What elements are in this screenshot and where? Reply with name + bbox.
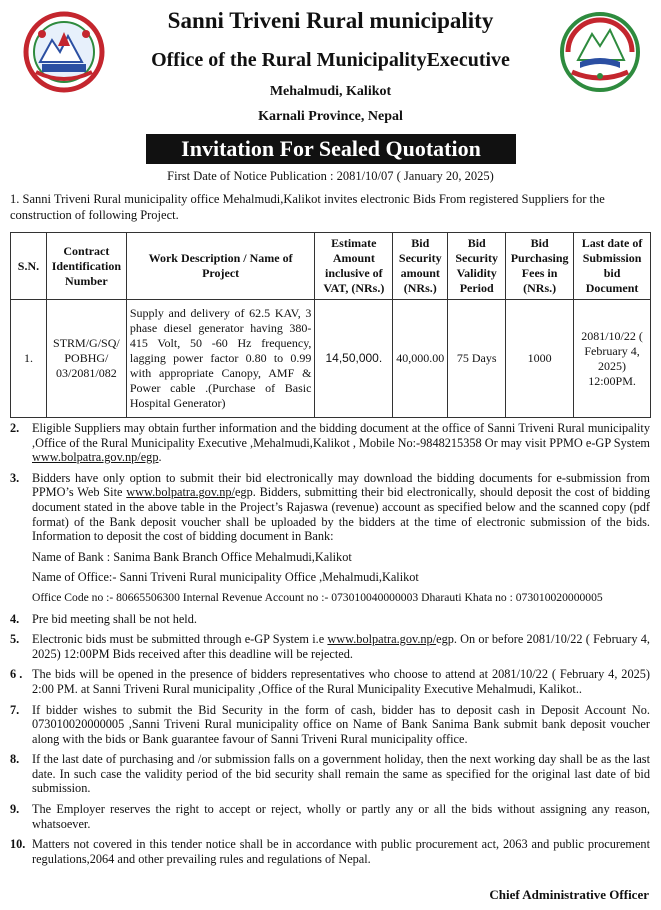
item-number: 4. [10, 611, 20, 626]
table-row [11, 300, 651, 418]
cell-purchasing-fee: 1000 [506, 300, 574, 418]
bank-account-codes: Office Code no :- 80665506300 Internal Revenue Account no :- 073010040000003 Dharauti Khata no : 073010020000005 [32, 590, 603, 604]
cell-sn: 1. [11, 300, 47, 418]
notice-items [10, 421, 650, 872]
cell-last-date: 2081/10/22 ( February 4, 2025) 12:00PM. [574, 300, 651, 418]
list-item [10, 667, 650, 696]
cell-validity-period: 75 Days [448, 300, 506, 418]
header-sn: S.N. [11, 233, 47, 300]
cell-estimate-amount: 14,50,000. [315, 300, 393, 418]
header-purchasing-fees: Bid Purchasing Fees in (NRs.) [506, 233, 574, 300]
publication-date: First Date of Notice Publication : 2081/10/07 ( January 20, 2025) [167, 169, 494, 183]
header-bid-security-amount: Bid Security amount (NRs.) [393, 233, 448, 300]
list-item [10, 802, 650, 831]
office-province: Karnali Province, Nepal [258, 109, 403, 124]
intro-text: Sanni Triveni Rural municipality office Mehalmudi,Kalikot invites electronic Bids From registered Suppliers for the construction of following Project. [10, 192, 605, 222]
office-name: Office of the Rural MunicipalityExecutive [151, 49, 510, 71]
bank-name: Name of Bank : Sanima Bank Branch Office Mehalmudi,Kalikot [32, 549, 352, 564]
bolpatra-link[interactable]: www.bolpatra.gov.np/ [327, 632, 437, 647]
bolpatra-link[interactable]: www.bolpatra.gov.np/egp [32, 450, 159, 465]
signoff-title: Chief Administrative Officer [489, 887, 649, 902]
item-text: The bids will be opened in the presence of bidders representatives who choose to attend at 2081/10/22 ( February 4, 2025) 2:00 PM. at Sanni Triveni Rural municipality ,Office of the Rural Municipality Executive Mehalmudi, Kalikot.. [32, 667, 650, 696]
item-text: If the last date of purchasing and /or submission falls on a government holiday, then the next working day shall be as the last date. In such case the validity period of the bid security shall remain the same as specified for the original last date of bid submission. [32, 752, 650, 796]
item-number: 5. [10, 632, 20, 647]
intro-paragraph [10, 192, 650, 223]
item-text: The Employer reserves the right to accept or reject, wholly or partly any or all the bids without assigning any reason, whatsoever. [32, 802, 650, 831]
item-text: Matters not covered in this tender notice shall be in accordance with public procurement act, 2063 and public procurement regulations,2064 and other prevailing rules and regulations of Nepal. [32, 837, 650, 866]
notice-title-banner: Invitation For Sealed Quotation [146, 134, 516, 164]
cell-bid-security-amount: 40,000.00 [393, 300, 448, 418]
item-text: Eligible Suppliers may obtain further information and the bidding document at the office of Sanni Triveni Rural municipality ,Office of the Rural Municipality Executive ,Mehalmudi,Kalikot , Mobile No:-9848215358 Or may visit PPMO e-GP System [32, 421, 650, 450]
bolpatra-link[interactable]: www.bolpatra.gov.np/ [126, 485, 235, 500]
item-text-cont: egp. On or before 2081/10/22 ( February 4, 2025) 12:00PM Bids received after this deadline will be rejected. [32, 632, 650, 661]
header-contract-id: Contract Identification Number [46, 233, 126, 300]
item-number: 6 . [10, 667, 23, 682]
list-item [10, 612, 650, 627]
item-text-cont: egp. Bidders, submitting their bid electronically, should deposit the cost of bidding document stated in the above table in the Project’s Rajaswa (revenue) account as specified below and the scanned copy (pdf format) of the Bank deposit voucher shall be uploaded by the bidders at the time of electronic submission of the bids. Information to deposit the cost of bidding document in Bank: [32, 485, 650, 544]
office-location: Mehalmudi, Kalikot [269, 84, 392, 99]
list-item [10, 632, 650, 661]
list-item [10, 703, 650, 747]
table-header-row [11, 233, 651, 300]
header-estimate-amount: Estimate Amount inclusive of VAT, (NRs.) [315, 233, 393, 300]
cell-contract-id: STRM/G/SQ/ POBHG/ 03/2081/082 [46, 300, 126, 418]
list-item [10, 752, 650, 796]
municipality-name: Sanni Triveni Rural municipality [167, 8, 494, 33]
item-text-end: . [158, 450, 162, 465]
item-text: If bidder wishes to submit the Bid Security in the form of cash, bidder has to deposit cash in Deposit Account No. 073010020000005 ,Sanni Triveni Rural municipality office on Name of Bank Sanima Bank submit bank deposit voucher along with the bids or Bank guarantee favour of Sanni Triveni Rural municipality office. [32, 702, 650, 746]
bid-table [10, 232, 651, 418]
header-bid-security-validity: Bid Security Validity Period [448, 233, 506, 300]
item-number: 9. [10, 802, 20, 817]
intro-number: 1. [10, 192, 20, 206]
bank-office: Name of Office:- Sanni Triveni Rural municipality Office ,Mehalmudi,Kalikot [32, 570, 419, 585]
item-number: 2. [10, 421, 20, 435]
list-item [10, 837, 650, 866]
item-number: 7. [10, 702, 20, 717]
item-number: 3. [10, 470, 20, 485]
header-work-description: Work Description / Name of Project [126, 233, 315, 300]
item-text: Electronic bids must be submitted through e-GP System i.e [32, 632, 328, 647]
item-text: Bidders have only option to submit their bid electronically may download the bidding documents for e-submission from PPMO’s Web Site [32, 470, 650, 500]
item-number: 8. [10, 752, 20, 767]
header-last-date: Last date of Submission bid Document [574, 233, 651, 300]
list-item [10, 421, 650, 465]
item-number: 10. [10, 837, 26, 852]
cell-work-description: Supply and delivery of 62.5 KAV, 3 phase diesel generator having 380-415 Volt, 50 -60 Hz frequency, lagging power factor 0.80 to 0.99 with appropriate Canopy, AMF & Power cable .(Purchase of Basic Hospital Generator) [126, 300, 315, 418]
item-text: Pre bid meeting shall be not held. [32, 611, 197, 626]
list-item [10, 471, 650, 544]
